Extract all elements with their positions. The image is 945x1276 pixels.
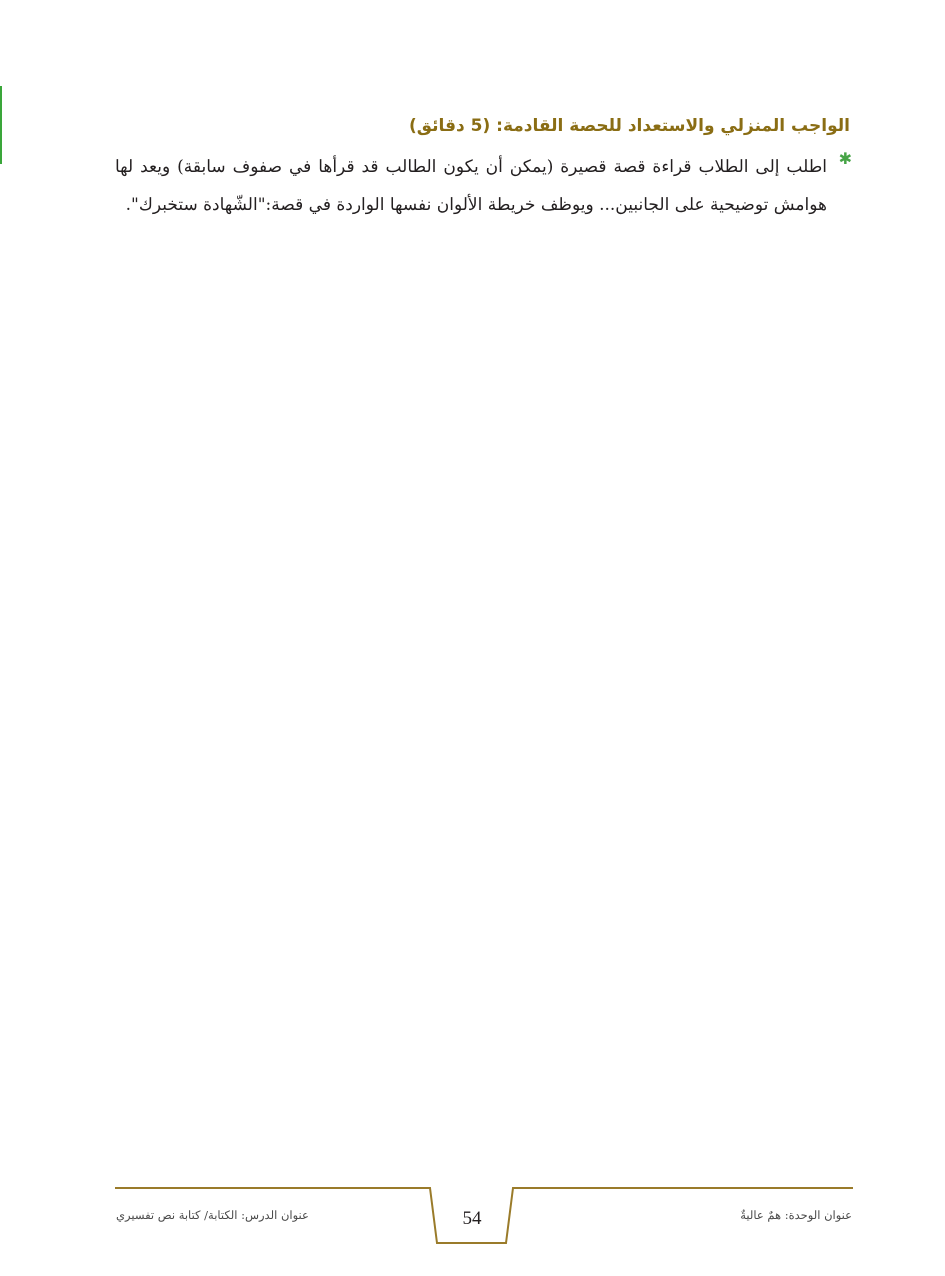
footer-lesson-title: عنوان الدرس: الكتابة/ كتابة نص تفسيري	[116, 1208, 309, 1222]
footer-unit-title: عنوان الوحدة: همٌ عاليةٌ	[740, 1208, 852, 1222]
section-heading: الواجب المنزلي والاستعداد للحصة القادمة: (5 دقائق)	[409, 116, 850, 136]
bullet-star-icon: ✱	[838, 149, 852, 168]
page-number: 54	[462, 1208, 482, 1229]
homework-paragraph: اطلب إلى الطلاب قراءة قصة قصيرة (يمكن أن يكون الطالب قد قرأها في صفوف سابقة) ويعد لها هوامش توضيحية على الجانبين... ويوظف خريطة الألوان نفسها الواردة في قصة:"الشّهادة ستخبرك".	[115, 157, 827, 215]
